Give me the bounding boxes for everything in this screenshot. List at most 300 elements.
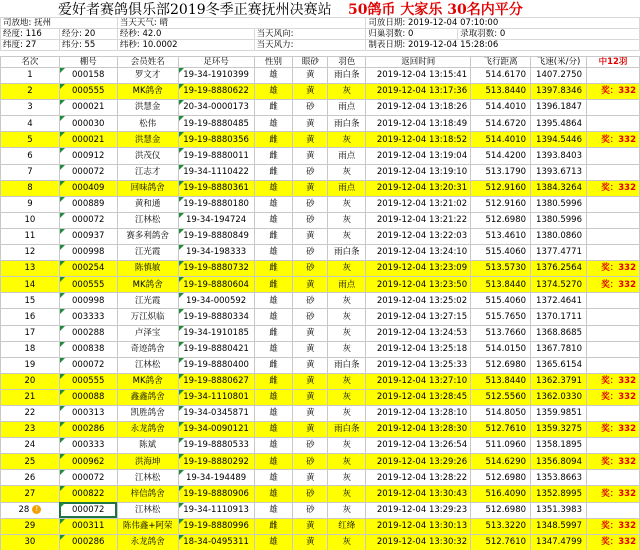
cell-color[interactable]: [328, 212, 366, 228]
cell-distance[interactable]: [471, 212, 531, 228]
cell-member-name[interactable]: [117, 454, 178, 470]
cell-sex[interactable]: [254, 470, 293, 486]
cell-eye[interactable]: [293, 100, 328, 116]
cell-member-name[interactable]: [117, 212, 178, 228]
cell-member-name[interactable]: [117, 389, 178, 405]
cell-distance[interactable]: [471, 164, 531, 180]
cell-speed[interactable]: [531, 438, 587, 454]
cell-rank[interactable]: [1, 454, 60, 470]
cell-distance[interactable]: [471, 534, 531, 550]
cell-ring[interactable]: [178, 180, 254, 196]
cell-ring[interactable]: [178, 373, 254, 389]
cell-eye[interactable]: [293, 486, 328, 502]
cell-speed[interactable]: [531, 502, 587, 518]
cell-eye[interactable]: [293, 341, 328, 357]
longitude-minute[interactable]: 经分: 20: [59, 29, 117, 40]
cell-color[interactable]: [328, 116, 366, 132]
cell-prize[interactable]: [587, 534, 640, 550]
cell-member-name[interactable]: [117, 132, 178, 148]
cell-rank[interactable]: [1, 309, 60, 325]
cell-member-name[interactable]: [117, 325, 178, 341]
cell-eye[interactable]: [293, 309, 328, 325]
cell-return-time[interactable]: [366, 68, 471, 84]
cell-speed[interactable]: [531, 164, 587, 180]
cell-rank[interactable]: [1, 212, 60, 228]
cell-sex[interactable]: [254, 196, 293, 212]
cell-loft[interactable]: [59, 277, 117, 293]
cell-color[interactable]: [328, 196, 366, 212]
cell-rank[interactable]: [1, 68, 60, 84]
cell-color[interactable]: [328, 454, 366, 470]
cell-distance[interactable]: [471, 68, 531, 84]
cell-color[interactable]: [328, 389, 366, 405]
cell-eye[interactable]: [293, 405, 328, 421]
cell-eye[interactable]: [293, 84, 328, 100]
cell-color[interactable]: [328, 228, 366, 244]
cell-sex[interactable]: [254, 325, 293, 341]
cell-prize[interactable]: [587, 116, 640, 132]
cell-color[interactable]: [328, 373, 366, 389]
cell-return-time[interactable]: [366, 148, 471, 164]
cell-eye[interactable]: [293, 357, 328, 373]
cell-distance[interactable]: [471, 325, 531, 341]
cell-member-name[interactable]: [117, 309, 178, 325]
cell-eye[interactable]: [293, 196, 328, 212]
cell-color[interactable]: [328, 438, 366, 454]
cell-speed[interactable]: [531, 454, 587, 470]
cell-prize[interactable]: [587, 438, 640, 454]
cell-loft[interactable]: [59, 228, 117, 244]
cell-loft[interactable]: [59, 454, 117, 470]
cell-prize[interactable]: [587, 309, 640, 325]
cell-speed[interactable]: [531, 470, 587, 486]
cell-color[interactable]: [328, 180, 366, 196]
cell-return-time[interactable]: [366, 422, 471, 438]
cell-loft[interactable]: [59, 212, 117, 228]
cell-rank[interactable]: [1, 325, 60, 341]
header-ring[interactable]: 足环号: [178, 57, 254, 68]
cell-sex[interactable]: [254, 68, 293, 84]
cell-speed[interactable]: [531, 84, 587, 100]
cell-rank[interactable]: [1, 293, 60, 309]
cell-prize[interactable]: [587, 148, 640, 164]
cell-return-time[interactable]: [366, 454, 471, 470]
cell-speed[interactable]: [531, 68, 587, 84]
cell-prize[interactable]: [587, 389, 640, 405]
cell-sex[interactable]: [254, 164, 293, 180]
cell-prize[interactable]: [587, 325, 640, 341]
cell-member-name[interactable]: [117, 277, 178, 293]
cell-sex[interactable]: [254, 454, 293, 470]
cell-member-name[interactable]: [117, 422, 178, 438]
cell-eye[interactable]: [293, 502, 328, 518]
header-distance[interactable]: 飞行距离: [471, 57, 531, 68]
cell-member-name[interactable]: [117, 405, 178, 421]
cell-member-name[interactable]: [117, 196, 178, 212]
cell-prize[interactable]: [587, 405, 640, 421]
cell-eye[interactable]: [293, 180, 328, 196]
cell-sex[interactable]: [254, 261, 293, 277]
cell-ring[interactable]: [178, 228, 254, 244]
cell-rank[interactable]: [1, 196, 60, 212]
cell-rank[interactable]: [1, 148, 60, 164]
cell-ring[interactable]: [178, 389, 254, 405]
cell-ring[interactable]: [178, 438, 254, 454]
cell-color[interactable]: [328, 534, 366, 550]
cell-distance[interactable]: [471, 261, 531, 277]
cell-rank[interactable]: [1, 245, 60, 261]
cell-return-time[interactable]: [366, 438, 471, 454]
cell-speed[interactable]: [531, 293, 587, 309]
longitude[interactable]: 经度: 116: [1, 29, 60, 40]
cell-return-time[interactable]: [366, 534, 471, 550]
cell-speed[interactable]: [531, 116, 587, 132]
cell-color[interactable]: [328, 518, 366, 534]
cell-loft[interactable]: [59, 422, 117, 438]
cell-ring[interactable]: [178, 261, 254, 277]
cell-prize[interactable]: [587, 132, 640, 148]
cell-member-name[interactable]: [117, 100, 178, 116]
cell-ring[interactable]: [178, 454, 254, 470]
latitude-minute[interactable]: 纬分: 55: [59, 40, 117, 51]
cell-ring[interactable]: [178, 470, 254, 486]
weather[interactable]: 当天天气: 晴: [117, 18, 366, 29]
cell-return-time[interactable]: [366, 373, 471, 389]
cell-eye[interactable]: [293, 245, 328, 261]
cell-member-name[interactable]: [117, 228, 178, 244]
cell-return-time[interactable]: [366, 180, 471, 196]
cell-loft[interactable]: [59, 100, 117, 116]
cell-ring[interactable]: [178, 196, 254, 212]
cell-ring[interactable]: [178, 325, 254, 341]
cell-speed[interactable]: [531, 309, 587, 325]
cell-color[interactable]: [328, 245, 366, 261]
cell-prize[interactable]: [587, 518, 640, 534]
cell-color[interactable]: [328, 68, 366, 84]
cell-distance[interactable]: [471, 470, 531, 486]
cell-prize[interactable]: [587, 454, 640, 470]
cell-sex[interactable]: [254, 180, 293, 196]
cell-sex[interactable]: [254, 293, 293, 309]
cell-rank[interactable]: [1, 438, 60, 454]
cell-loft[interactable]: [59, 502, 117, 518]
cell-rank[interactable]: [1, 116, 60, 132]
cell-prize[interactable]: [587, 357, 640, 373]
cell-loft[interactable]: [59, 405, 117, 421]
cell-ring[interactable]: [178, 116, 254, 132]
cell-prize[interactable]: [587, 228, 640, 244]
cell-sex[interactable]: [254, 518, 293, 534]
cell-prize[interactable]: [587, 84, 640, 100]
cell-ring[interactable]: [178, 68, 254, 84]
cell-loft[interactable]: [59, 132, 117, 148]
cell-sex[interactable]: [254, 373, 293, 389]
cell-rank[interactable]: [1, 389, 60, 405]
latitude[interactable]: 纬度: 27: [1, 40, 60, 51]
cell-prize[interactable]: [587, 470, 640, 486]
cell-eye[interactable]: [293, 534, 328, 550]
cell-member-name[interactable]: [117, 68, 178, 84]
cell-color[interactable]: [328, 486, 366, 502]
cell-ring[interactable]: [178, 341, 254, 357]
cell-color[interactable]: [328, 357, 366, 373]
cell-prize[interactable]: [587, 486, 640, 502]
cell-sex[interactable]: [254, 277, 293, 293]
cell-prize[interactable]: [587, 373, 640, 389]
cell-member-name[interactable]: [117, 245, 178, 261]
cell-rank[interactable]: [1, 228, 60, 244]
cell-speed[interactable]: [531, 212, 587, 228]
cell-prize[interactable]: [587, 212, 640, 228]
cell-sex[interactable]: [254, 212, 293, 228]
cell-loft[interactable]: [59, 470, 117, 486]
cell-loft[interactable]: [59, 180, 117, 196]
cell-return-time[interactable]: [366, 164, 471, 180]
cell-eye[interactable]: [293, 373, 328, 389]
return-count[interactable]: 归巢羽数: 0: [366, 29, 458, 40]
cell-loft[interactable]: [59, 116, 117, 132]
cell-sex[interactable]: [254, 309, 293, 325]
header-loft[interactable]: 棚号: [59, 57, 117, 68]
cell-prize[interactable]: [587, 164, 640, 180]
cell-ring[interactable]: [178, 212, 254, 228]
cell-sex[interactable]: [254, 357, 293, 373]
cell-return-time[interactable]: [366, 502, 471, 518]
cell-sex[interactable]: [254, 502, 293, 518]
cell-distance[interactable]: [471, 277, 531, 293]
cell-ring[interactable]: [178, 132, 254, 148]
cell-eye[interactable]: [293, 68, 328, 84]
cell-distance[interactable]: [471, 84, 531, 100]
cell-loft[interactable]: [59, 486, 117, 502]
cell-return-time[interactable]: [366, 245, 471, 261]
release-location[interactable]: 司放地: 抚州: [1, 18, 118, 29]
cell-prize[interactable]: [587, 245, 640, 261]
cell-return-time[interactable]: [366, 196, 471, 212]
cell-distance[interactable]: [471, 180, 531, 196]
cell-eye[interactable]: [293, 325, 328, 341]
cell-return-time[interactable]: [366, 293, 471, 309]
cell-loft[interactable]: [59, 373, 117, 389]
cell-speed[interactable]: [531, 196, 587, 212]
cell-rank[interactable]: [1, 180, 60, 196]
cell-speed[interactable]: [531, 148, 587, 164]
cell-distance[interactable]: [471, 132, 531, 148]
header-return-time[interactable]: 返回时间: [366, 57, 471, 68]
cell-loft[interactable]: [59, 261, 117, 277]
cell-loft[interactable]: [59, 341, 117, 357]
error-check-icon[interactable]: !: [32, 505, 41, 514]
cell-distance[interactable]: [471, 518, 531, 534]
cell-return-time[interactable]: [366, 100, 471, 116]
cell-distance[interactable]: [471, 148, 531, 164]
latitude-second[interactable]: 纬秒: 10.0002: [117, 40, 254, 51]
collect-count[interactable]: 录取羽数: 0: [458, 29, 640, 40]
cell-rank[interactable]: [1, 341, 60, 357]
header-member-name[interactable]: 会员姓名: [117, 57, 178, 68]
cell-member-name[interactable]: [117, 373, 178, 389]
cell-speed[interactable]: [531, 100, 587, 116]
header-sex[interactable]: 性别: [254, 57, 293, 68]
cell-sex[interactable]: [254, 422, 293, 438]
cell-distance[interactable]: [471, 422, 531, 438]
cell-speed[interactable]: [531, 325, 587, 341]
cell-return-time[interactable]: [366, 212, 471, 228]
cell-return-time[interactable]: [366, 116, 471, 132]
cell-return-time[interactable]: [366, 261, 471, 277]
cell-ring[interactable]: [178, 422, 254, 438]
cell-rank[interactable]: [1, 277, 60, 293]
cell-rank[interactable]: [1, 534, 60, 550]
cell-sex[interactable]: [254, 486, 293, 502]
cell-ring[interactable]: [178, 405, 254, 421]
cell-distance[interactable]: [471, 309, 531, 325]
cell-eye[interactable]: [293, 212, 328, 228]
cell-distance[interactable]: [471, 405, 531, 421]
cell-color[interactable]: [328, 341, 366, 357]
cell-eye[interactable]: [293, 422, 328, 438]
cell-ring[interactable]: [178, 309, 254, 325]
cell-loft[interactable]: [59, 438, 117, 454]
cell-sex[interactable]: [254, 84, 293, 100]
cell-member-name[interactable]: [117, 534, 178, 550]
cell-return-time[interactable]: [366, 84, 471, 100]
cell-distance[interactable]: [471, 389, 531, 405]
longitude-second[interactable]: 经秒: 42.0: [117, 29, 254, 40]
cell-distance[interactable]: [471, 341, 531, 357]
cell-member-name[interactable]: [117, 293, 178, 309]
cell-prize[interactable]: [587, 180, 640, 196]
cell-sex[interactable]: [254, 228, 293, 244]
cell-eye[interactable]: [293, 454, 328, 470]
cell-loft[interactable]: [59, 196, 117, 212]
header-eye[interactable]: 眼砂: [293, 57, 328, 68]
cell-distance[interactable]: [471, 245, 531, 261]
cell-sex[interactable]: [254, 148, 293, 164]
cell-ring[interactable]: [178, 84, 254, 100]
cell-color[interactable]: [328, 261, 366, 277]
cell-rank[interactable]: [1, 84, 60, 100]
cell-ring[interactable]: [178, 502, 254, 518]
header-color[interactable]: 羽色: [328, 57, 366, 68]
cell-member-name[interactable]: [117, 116, 178, 132]
cell-eye[interactable]: [293, 470, 328, 486]
cell-speed[interactable]: [531, 373, 587, 389]
cell-member-name[interactable]: [117, 470, 178, 486]
cell-color[interactable]: [328, 470, 366, 486]
cell-loft[interactable]: [59, 309, 117, 325]
cell-ring[interactable]: [178, 148, 254, 164]
cell-sex[interactable]: [254, 389, 293, 405]
cell-color[interactable]: [328, 502, 366, 518]
cell-prize[interactable]: [587, 293, 640, 309]
cell-distance[interactable]: [471, 486, 531, 502]
header-speed[interactable]: 飞速(米/分): [531, 57, 587, 68]
cell-distance[interactable]: [471, 293, 531, 309]
cell-ring[interactable]: [178, 293, 254, 309]
cell-eye[interactable]: [293, 132, 328, 148]
cell-rank[interactable]: [1, 357, 60, 373]
cell-loft[interactable]: [59, 84, 117, 100]
cell-speed[interactable]: [531, 357, 587, 373]
cell-distance[interactable]: [471, 116, 531, 132]
cell-sex[interactable]: [254, 100, 293, 116]
cell-member-name[interactable]: [117, 486, 178, 502]
cell-rank[interactable]: [1, 405, 60, 421]
cell-member-name[interactable]: [117, 148, 178, 164]
cell-color[interactable]: [328, 422, 366, 438]
cell-prize[interactable]: [587, 341, 640, 357]
cell-prize[interactable]: [587, 422, 640, 438]
cell-distance[interactable]: [471, 502, 531, 518]
cell-prize[interactable]: [587, 277, 640, 293]
cell-return-time[interactable]: [366, 341, 471, 357]
cell-rank[interactable]: [1, 373, 60, 389]
cell-ring[interactable]: [178, 534, 254, 550]
cell-eye[interactable]: [293, 261, 328, 277]
cell-ring[interactable]: [178, 518, 254, 534]
cell-color[interactable]: [328, 148, 366, 164]
header-rank[interactable]: 名次: [1, 57, 60, 68]
header-prize-count[interactable]: 中12羽: [587, 57, 640, 68]
cell-eye[interactable]: [293, 116, 328, 132]
cell-rank[interactable]: [1, 502, 60, 518]
cell-return-time[interactable]: [366, 325, 471, 341]
cell-rank[interactable]: [1, 422, 60, 438]
cell-return-time[interactable]: [366, 389, 471, 405]
cell-ring[interactable]: [178, 357, 254, 373]
cell-rank[interactable]: [1, 132, 60, 148]
cell-return-time[interactable]: [366, 405, 471, 421]
cell-color[interactable]: [328, 277, 366, 293]
cell-eye[interactable]: [293, 389, 328, 405]
cell-sex[interactable]: [254, 438, 293, 454]
cell-loft[interactable]: [59, 164, 117, 180]
cell-member-name[interactable]: [117, 164, 178, 180]
cell-eye[interactable]: [293, 518, 328, 534]
cell-return-time[interactable]: [366, 357, 471, 373]
cell-member-name[interactable]: [117, 84, 178, 100]
cell-return-time[interactable]: [366, 277, 471, 293]
cell-loft[interactable]: [59, 68, 117, 84]
cell-speed[interactable]: [531, 341, 587, 357]
cell-distance[interactable]: [471, 100, 531, 116]
cell-ring[interactable]: [178, 277, 254, 293]
cell-speed[interactable]: [531, 277, 587, 293]
cell-speed[interactable]: [531, 261, 587, 277]
cell-speed[interactable]: [531, 228, 587, 244]
cell-speed[interactable]: [531, 534, 587, 550]
cell-return-time[interactable]: [366, 228, 471, 244]
cell-color[interactable]: [328, 405, 366, 421]
cell-color[interactable]: [328, 164, 366, 180]
cell-loft[interactable]: [59, 357, 117, 373]
cell-member-name[interactable]: [117, 341, 178, 357]
cell-eye[interactable]: [293, 228, 328, 244]
cell-sex[interactable]: [254, 341, 293, 357]
cell-loft[interactable]: [59, 389, 117, 405]
release-time[interactable]: 司放日期: 2019-12-04 07:10:00: [366, 18, 640, 29]
cell-loft[interactable]: [59, 534, 117, 550]
cell-prize[interactable]: [587, 502, 640, 518]
cell-color[interactable]: [328, 293, 366, 309]
cell-ring[interactable]: [178, 486, 254, 502]
cell-member-name[interactable]: [117, 357, 178, 373]
cell-prize[interactable]: [587, 196, 640, 212]
cell-rank[interactable]: [1, 261, 60, 277]
wind-direction[interactable]: 当天风向:: [254, 29, 366, 40]
cell-return-time[interactable]: [366, 309, 471, 325]
